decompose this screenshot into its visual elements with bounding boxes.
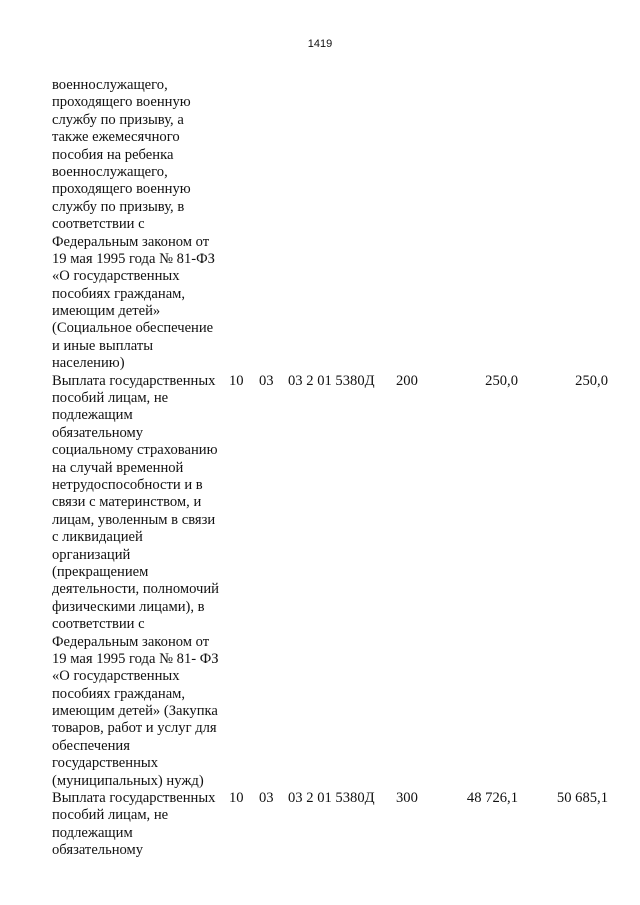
description-line: проходящего военную — [52, 94, 191, 111]
description-line: проходящего военную — [52, 181, 191, 198]
description-line: населению) — [52, 355, 125, 372]
description-line: соответствии с — [52, 216, 145, 233]
row-description — [52, 790, 230, 860]
description-line: товаров, работ и услуг для — [52, 720, 217, 737]
description-line: службу по призыву, а — [52, 111, 184, 128]
description-line: пособий лицам, не — [52, 390, 169, 407]
description-line: социальному страхованию — [52, 442, 218, 459]
description-line: пособий лицам, не — [52, 807, 169, 824]
description-line: связи с материнством, и — [52, 494, 202, 511]
budget-table — [52, 77, 612, 860]
description-line: нетрудоспособности и в — [52, 476, 203, 493]
amount-year-1: 48 726,1 — [466, 790, 518, 807]
amount-year-2: 250,0 — [575, 372, 608, 389]
description-line: организаций — [52, 546, 131, 563]
description-line: также ежемесячного — [52, 129, 180, 146]
description-line: обеспечения — [52, 737, 130, 754]
description-line: государственных — [52, 755, 159, 772]
description-line: военнослужащего, — [52, 163, 168, 180]
description-line: службу по призыву, в — [52, 198, 185, 215]
description-line: обязательному — [52, 424, 144, 441]
row-description — [52, 77, 230, 373]
description-line: на случай временной — [52, 459, 184, 476]
description-line: имеющим детей» (Закупка — [52, 703, 218, 720]
description-line: имеющим детей» — [52, 303, 161, 320]
description-line: «О государственных — [52, 668, 180, 685]
description-line: пособия на ребенка — [52, 146, 174, 163]
section-code: 10 — [229, 790, 244, 807]
target-article-code: 03 2 01 5380Д — [288, 790, 375, 807]
amount-year-2: 50 685,1 — [556, 790, 608, 807]
description-line: пособиях гражданам, — [52, 285, 186, 302]
description-line: подлежащим — [52, 824, 133, 841]
expense-type-code: 300 — [396, 790, 418, 807]
description-line: и иные выплаты — [52, 337, 154, 354]
description-line: Выплата государственных — [52, 790, 216, 807]
row-description — [52, 373, 230, 790]
expense-type-code: 200 — [396, 372, 418, 389]
description-line: Федеральным законом от — [52, 233, 210, 250]
section-code: 10 — [229, 372, 244, 389]
description-line: Федеральным законом от — [52, 633, 210, 650]
table-row-continuation — [52, 77, 612, 373]
description-line: подлежащим — [52, 407, 133, 424]
amount-year-1: 250,0 — [485, 372, 518, 389]
table-row — [52, 373, 612, 790]
description-line: 19 мая 1995 года № 81-ФЗ — [52, 250, 215, 267]
description-line: военнослужащего, — [52, 77, 168, 93]
description-line: «О государственных — [52, 268, 180, 285]
target-article-code: 03 2 01 5380Д — [288, 372, 375, 389]
description-line: физическими лицами), в — [52, 598, 205, 615]
subsection-code: 03 — [259, 372, 274, 389]
description-line: (муниципальных) нужд) — [52, 772, 204, 789]
description-line: обязательному — [52, 842, 144, 859]
description-line: (Социальное обеспечение — [52, 320, 214, 337]
description-line: с ликвидацией — [52, 529, 143, 546]
description-line: лицам, уволенным в связи — [52, 511, 216, 528]
description-line: (прекращением — [52, 563, 149, 580]
description-line: деятельности, полномочий — [52, 581, 219, 598]
page-number: 1419 — [307, 38, 333, 50]
table-row — [52, 790, 612, 860]
description-line: 19 мая 1995 года № 81- ФЗ — [52, 650, 219, 667]
description-line: пособиях гражданам, — [52, 685, 186, 702]
description-line: Выплата государственных — [52, 372, 216, 389]
description-line: соответствии с — [52, 616, 145, 633]
subsection-code: 03 — [259, 790, 274, 807]
